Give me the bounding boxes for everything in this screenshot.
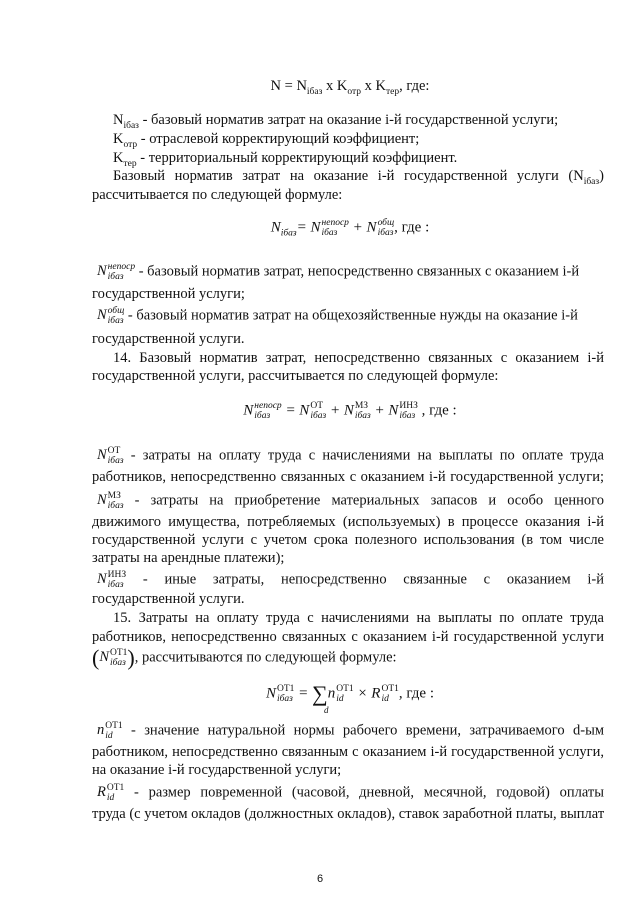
def-k-ter: $K_{тер}$ - территориальный корректирующий коэффициент. <box>113 150 458 169</box>
paragraph-base-norm-cont: рассчитывается по следующей формуле: <box>92 187 343 203</box>
def-k-otr: $K_{отр}$ - отраслевой корректирующий коэффициент; <box>113 131 420 150</box>
def-ot-cont: работников, непосредственно связанных с оказанием i-й государственной услуги; <box>92 469 604 485</box>
paragraph-14-cont: государственной услуги, рассчитывается по следующей формуле: <box>92 368 499 384</box>
page-number: 6 <box>316 873 324 885</box>
def-n-id: n ОТ1 id - значение натуральной нормы рабочего времени, затрачиваемого d-ым <box>97 721 604 741</box>
def-mz-cont1: движимого имущества, потребляемых (используемых) в процессе оказания i-й <box>92 514 604 530</box>
def-ot: N ОТ iбаз - затраты на оплату труда с начислениями на выплаты по оплате труда <box>97 446 604 466</box>
def-n-id-cont1: работником, непосредственно связанным с оказанием i-й государственной услуги, <box>92 744 604 760</box>
paragraph-15: 15. Затраты на оплату труда с начислениями на выплаты по оплате труда <box>113 610 604 626</box>
formula-base-norm: $N_{iбаз}= N$ непоср iбаз + N общ iбаз , где : <box>270 218 430 239</box>
paragraph-14: 14. Базовый норматив затрат, непосредственно связанных с оказанием i-й <box>113 350 604 366</box>
def-r-id-cont: труда (с учетом окладов (должностных окладов), ставок заработной платы, выплат <box>92 806 605 822</box>
formula-neposr: N непоср iбаз = N ОТ iбаз + N МЗ iбаз + N ИНЗ iбаз , где : <box>243 401 457 421</box>
formula-ot1: N ОТ1 iбаз = ∑ d n ОТ1 id × R ОТ1 id , где : <box>265 681 434 715</box>
def-mz: N МЗ iбаз - затраты на приобретение материальных запасов и особо ценного <box>97 491 604 511</box>
def-mz-cont2: государственной услуги с учетом срока полезного использования (в том числе <box>92 532 604 548</box>
def-neposr-cont: государственной услуги; <box>92 286 245 302</box>
def-n-id-cont2: на оказание i-й государственной услуги; <box>92 762 342 778</box>
def-n-ibaz: $N_{iбаз}$ - базовый норматив затрат на оказание i-й государственной услуги; <box>113 112 559 131</box>
formula-main: $N = N_{iбаз}$ х $K_{отр}$ х $K_{тер}$, где: <box>270 78 430 97</box>
def-obsh-cont: государственной услуги. <box>92 331 245 347</box>
def-inz: N ИНЗ iбаз - иные затраты, непосредственно связанные с оказанием i-й <box>97 570 604 590</box>
paragraph-15-cont2: (N ОТ1 iбаз ), рассчитываются по следующей формуле: <box>92 645 397 670</box>
def-neposr: N непоср iбаз - базовый норматив затрат, непосредственно связанных с оказанием i-й <box>97 262 580 282</box>
def-mz-cont3: затраты на арендные платежи); <box>92 550 285 566</box>
paragraph-base-norm: Базовый норматив затрат на оказание i-й государственной услуги $(N_{iбаз})$ <box>113 168 604 187</box>
def-obsh: N общ iбаз - базовый норматив затрат на общехозяйственные нужды на оказание i-й <box>97 306 578 326</box>
paragraph-15-cont1: работников, непосредственно связанных с оказанием i-й государственной услуги <box>92 629 604 645</box>
def-r-id: R ОТ1 id - размер повременной (часовой, дневной, месячной, годовой) оплаты <box>97 783 604 803</box>
def-inz-cont: государственной услуги. <box>92 591 245 607</box>
